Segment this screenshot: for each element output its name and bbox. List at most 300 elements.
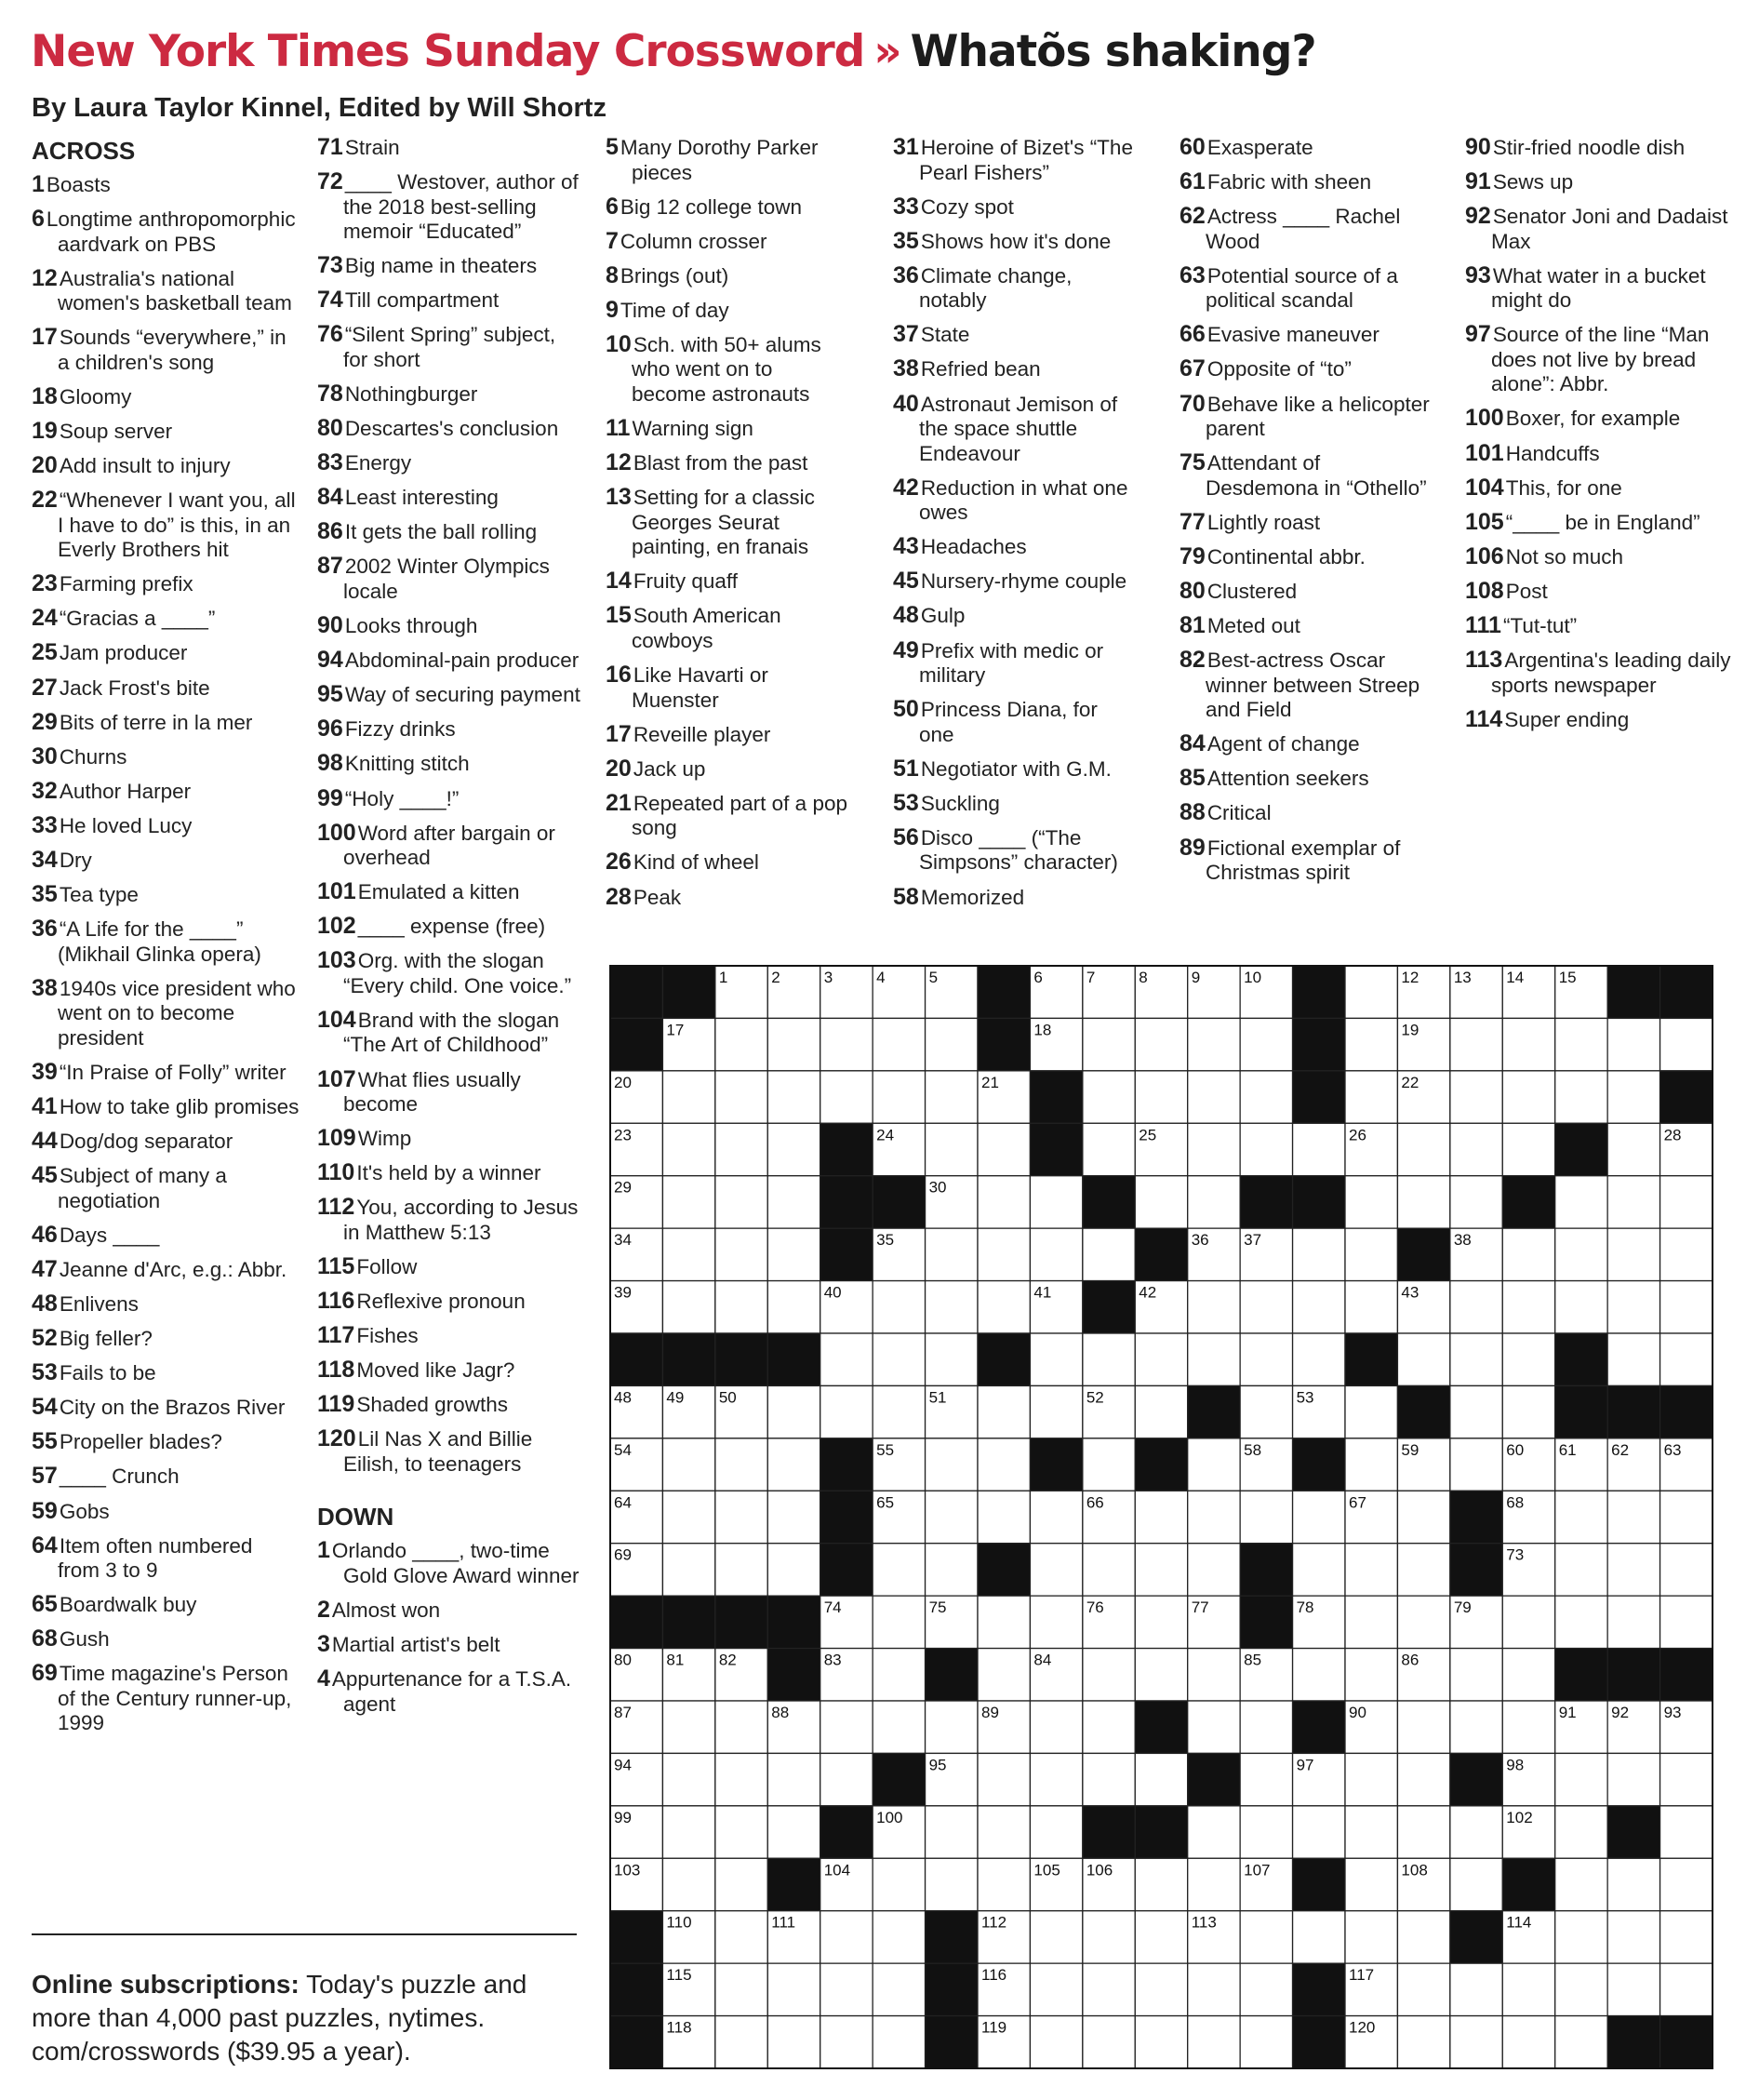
- clue[interactable]: [1180, 263, 1431, 314]
- grid-cell[interactable]: [767, 1963, 820, 2015]
- clue[interactable]: [893, 697, 1137, 747]
- clue[interactable]: [317, 1632, 585, 1658]
- clue[interactable]: [32, 1060, 300, 1086]
- clue[interactable]: [1465, 707, 1735, 733]
- grid-cell[interactable]: [873, 1385, 925, 1438]
- grid-cell[interactable]: [1030, 1806, 1082, 1858]
- clue[interactable]: [893, 135, 1137, 185]
- grid-cell[interactable]: [1607, 1176, 1659, 1228]
- grid-cell[interactable]: [662, 1491, 714, 1543]
- clue[interactable]: [1465, 169, 1735, 195]
- grid-cell[interactable]: [1450, 1071, 1502, 1123]
- clue[interactable]: [1180, 322, 1431, 348]
- grid-cell[interactable]: [1293, 1228, 1345, 1280]
- grid-cell[interactable]: [715, 1123, 767, 1175]
- clue[interactable]: [317, 1195, 585, 1245]
- grid-cell[interactable]: [978, 1281, 1030, 1333]
- clue[interactable]: [32, 1163, 300, 1213]
- grid-cell[interactable]: [662, 1701, 714, 1753]
- grid-cell[interactable]: [1660, 1491, 1713, 1543]
- clue[interactable]: [893, 603, 1137, 629]
- grid-cell[interactable]: [1030, 1333, 1082, 1385]
- grid-cell[interactable]: [715, 1438, 767, 1491]
- grid-cell[interactable]: [1188, 1858, 1240, 1910]
- grid-cell[interactable]: [978, 1649, 1030, 1701]
- grid-cell[interactable]: [1450, 1333, 1502, 1385]
- grid-cell[interactable]: [1607, 1544, 1659, 1596]
- clue[interactable]: [606, 332, 849, 408]
- clue[interactable]: [606, 849, 849, 876]
- grid-cell[interactable]: [1083, 1963, 1135, 2015]
- grid-cell[interactable]: [715, 1806, 767, 1858]
- grid-cell[interactable]: [926, 1858, 978, 1910]
- clue[interactable]: [1465, 648, 1735, 698]
- grid-cell[interactable]: [1450, 1176, 1502, 1228]
- grid-cell[interactable]: [1397, 1333, 1449, 1385]
- grid-cell[interactable]: [1345, 1544, 1397, 1596]
- grid-cell[interactable]: [1450, 1123, 1502, 1175]
- clue[interactable]: [893, 475, 1137, 526]
- grid-cell[interactable]: [978, 1806, 1030, 1858]
- clue[interactable]: [317, 288, 585, 314]
- clue[interactable]: [32, 1592, 300, 1618]
- clue[interactable]: [606, 885, 849, 911]
- grid-cell[interactable]: [767, 2016, 820, 2068]
- clue[interactable]: [1180, 450, 1431, 501]
- grid-cell[interactable]: [1397, 1911, 1449, 1963]
- clue[interactable]: [1465, 441, 1735, 467]
- grid-cell[interactable]: [873, 2016, 925, 2068]
- grid-cell[interactable]: [715, 1858, 767, 1910]
- clue[interactable]: [893, 791, 1137, 817]
- grid-cell[interactable]: [1660, 1596, 1713, 1648]
- grid-cell[interactable]: [820, 1018, 873, 1070]
- grid-cell[interactable]: [1555, 1071, 1607, 1123]
- grid-cell[interactable]: [1135, 1911, 1187, 1963]
- grid-cell[interactable]: [1188, 1123, 1240, 1175]
- grid-cell[interactable]: [1397, 1701, 1449, 1753]
- grid-cell[interactable]: [1660, 1544, 1713, 1596]
- grid-cell[interactable]: [1555, 1228, 1607, 1280]
- grid-cell[interactable]: [820, 1071, 873, 1123]
- grid-cell[interactable]: [1502, 1596, 1554, 1648]
- clue[interactable]: [1465, 263, 1735, 314]
- grid-cell[interactable]: [1555, 1806, 1607, 1858]
- grid-cell[interactable]: [978, 1596, 1030, 1648]
- grid-cell[interactable]: [926, 1806, 978, 1858]
- clue[interactable]: [1180, 836, 1431, 886]
- grid-cell[interactable]: [1083, 2016, 1135, 2068]
- clue[interactable]: [1465, 510, 1735, 536]
- grid-cell[interactable]: [1345, 1649, 1397, 1701]
- clue[interactable]: [893, 356, 1137, 382]
- grid-cell[interactable]: [767, 1228, 820, 1280]
- clue[interactable]: [317, 1160, 585, 1186]
- grid-cell[interactable]: [1345, 966, 1397, 1018]
- grid-cell[interactable]: [1240, 1701, 1292, 1753]
- grid-cell[interactable]: [662, 1176, 714, 1228]
- grid-cell[interactable]: [1345, 1806, 1397, 1858]
- clue[interactable]: [32, 384, 300, 410]
- grid-cell[interactable]: [1030, 1911, 1082, 1963]
- clue[interactable]: [1180, 648, 1431, 723]
- clue[interactable]: [317, 169, 585, 245]
- grid-cell[interactable]: [1345, 1176, 1397, 1228]
- grid-cell[interactable]: [1345, 1071, 1397, 1123]
- grid-cell[interactable]: [820, 2016, 873, 2068]
- grid-cell[interactable]: [715, 1491, 767, 1543]
- clue[interactable]: [1180, 135, 1431, 161]
- grid-cell[interactable]: [1660, 1333, 1713, 1385]
- clue[interactable]: [893, 638, 1137, 689]
- grid-cell[interactable]: [820, 1911, 873, 1963]
- grid-cell[interactable]: [1607, 1963, 1659, 2015]
- grid-cell[interactable]: [1397, 1544, 1449, 1596]
- grid-cell[interactable]: [767, 1806, 820, 1858]
- grid-cell[interactable]: [715, 1018, 767, 1070]
- clue[interactable]: [893, 825, 1137, 876]
- grid-cell[interactable]: [715, 1701, 767, 1753]
- clue[interactable]: [1465, 613, 1735, 639]
- grid-cell[interactable]: [1345, 1911, 1397, 1963]
- grid-cell[interactable]: [1188, 1176, 1240, 1228]
- clue[interactable]: [606, 662, 849, 713]
- grid-cell[interactable]: [1240, 1753, 1292, 1805]
- grid-cell[interactable]: [1607, 1333, 1659, 1385]
- grid-cell[interactable]: [1502, 2016, 1554, 2068]
- clue[interactable]: [317, 135, 585, 161]
- grid-cell[interactable]: [767, 1438, 820, 1491]
- grid-cell[interactable]: [1135, 1018, 1187, 1070]
- grid-cell[interactable]: [1188, 1333, 1240, 1385]
- grid-cell[interactable]: [1083, 1123, 1135, 1175]
- clue[interactable]: [606, 416, 849, 442]
- grid-cell[interactable]: [978, 1228, 1030, 1280]
- grid-cell[interactable]: [1293, 1544, 1345, 1596]
- grid-cell[interactable]: [1188, 1701, 1240, 1753]
- grid-cell[interactable]: [1135, 1858, 1187, 1910]
- clue[interactable]: [32, 1291, 300, 1318]
- clue[interactable]: [893, 756, 1137, 782]
- clue[interactable]: [1180, 579, 1431, 605]
- grid-cell[interactable]: [1502, 1123, 1554, 1175]
- clue[interactable]: [32, 1129, 300, 1155]
- grid-cell[interactable]: [1188, 1281, 1240, 1333]
- grid-cell[interactable]: [1660, 1018, 1713, 1070]
- clue[interactable]: [1465, 406, 1735, 432]
- grid-cell[interactable]: [1397, 1753, 1449, 1805]
- clue[interactable]: [32, 606, 300, 632]
- grid-cell[interactable]: [1345, 1596, 1397, 1648]
- clue[interactable]: [1465, 135, 1735, 161]
- grid-cell[interactable]: [1555, 1176, 1607, 1228]
- grid-cell[interactable]: [1450, 1963, 1502, 2015]
- grid-cell[interactable]: [1555, 1911, 1607, 1963]
- grid-cell[interactable]: [767, 1385, 820, 1438]
- grid-cell[interactable]: [1135, 1753, 1187, 1805]
- grid-cell[interactable]: [926, 1701, 978, 1753]
- grid-cell[interactable]: [1240, 1071, 1292, 1123]
- grid-cell[interactable]: [662, 1753, 714, 1805]
- grid-cell[interactable]: [1293, 1806, 1345, 1858]
- clue[interactable]: [893, 322, 1137, 348]
- grid-cell[interactable]: [1030, 1753, 1082, 1805]
- grid-cell[interactable]: [1660, 1858, 1713, 1910]
- clue[interactable]: [606, 791, 849, 841]
- clue[interactable]: [317, 1426, 585, 1477]
- grid-cell[interactable]: [926, 1281, 978, 1333]
- grid-cell[interactable]: [767, 1071, 820, 1123]
- grid-cell[interactable]: [715, 1071, 767, 1123]
- clue[interactable]: [893, 885, 1137, 911]
- grid-cell[interactable]: [1240, 1385, 1292, 1438]
- clue[interactable]: [893, 534, 1137, 560]
- grid-cell[interactable]: [1135, 1071, 1187, 1123]
- clue[interactable]: [317, 879, 585, 905]
- grid-cell[interactable]: [1502, 1649, 1554, 1701]
- grid-cell[interactable]: [1135, 1333, 1187, 1385]
- grid-cell[interactable]: [820, 1753, 873, 1805]
- clue[interactable]: [1180, 356, 1431, 382]
- clue[interactable]: [606, 450, 849, 476]
- grid-cell[interactable]: [1240, 1806, 1292, 1858]
- clue[interactable]: [606, 568, 849, 595]
- grid-cell[interactable]: [1083, 1911, 1135, 1963]
- clue[interactable]: [606, 722, 849, 748]
- clue[interactable]: [317, 1008, 585, 1058]
- grid-cell[interactable]: [1660, 1963, 1713, 2015]
- grid-cell[interactable]: [1555, 1753, 1607, 1805]
- grid-cell[interactable]: [1660, 1281, 1713, 1333]
- grid-cell[interactable]: [715, 1963, 767, 2015]
- grid-cell[interactable]: [1030, 2016, 1082, 2068]
- grid-cell[interactable]: [715, 1544, 767, 1596]
- clue[interactable]: [32, 813, 300, 839]
- grid-cell[interactable]: [1607, 1018, 1659, 1070]
- clue[interactable]: [317, 1126, 585, 1152]
- clue[interactable]: [32, 1464, 300, 1490]
- grid-cell[interactable]: [873, 1911, 925, 1963]
- clue[interactable]: [606, 485, 849, 560]
- grid-cell[interactable]: [1555, 1963, 1607, 2015]
- grid-cell[interactable]: [820, 1963, 873, 2015]
- grid-cell[interactable]: [1555, 1596, 1607, 1648]
- clue[interactable]: [317, 682, 585, 708]
- clue[interactable]: [32, 1429, 300, 1455]
- clue[interactable]: [1180, 510, 1431, 536]
- grid-cell[interactable]: [1293, 1281, 1345, 1333]
- grid-cell[interactable]: [1345, 1753, 1397, 1805]
- grid-cell[interactable]: [1660, 1911, 1713, 1963]
- grid-cell[interactable]: [1345, 1281, 1397, 1333]
- clue[interactable]: [32, 1094, 300, 1120]
- grid-cell[interactable]: [1397, 1963, 1449, 2015]
- clue[interactable]: [317, 1598, 585, 1624]
- grid-cell[interactable]: [1397, 2016, 1449, 2068]
- grid-cell[interactable]: [1397, 1123, 1449, 1175]
- grid-cell[interactable]: [926, 1071, 978, 1123]
- grid-cell[interactable]: [1135, 1176, 1187, 1228]
- grid-cell[interactable]: [1135, 1649, 1187, 1701]
- grid-cell[interactable]: [1083, 1701, 1135, 1753]
- clue[interactable]: [893, 392, 1137, 467]
- clue[interactable]: [1180, 204, 1431, 254]
- grid-cell[interactable]: [1502, 1701, 1554, 1753]
- grid-cell[interactable]: [1083, 1018, 1135, 1070]
- grid-cell[interactable]: [978, 1753, 1030, 1805]
- grid-cell[interactable]: [1240, 1123, 1292, 1175]
- clue[interactable]: [1180, 392, 1431, 442]
- grid-cell[interactable]: [1135, 1596, 1187, 1648]
- grid-cell[interactable]: [1293, 1123, 1345, 1175]
- grid-cell[interactable]: [1345, 1438, 1397, 1491]
- grid-cell[interactable]: [1240, 1333, 1292, 1385]
- grid-cell[interactable]: [1293, 1911, 1345, 1963]
- clue[interactable]: [1465, 579, 1735, 605]
- clue[interactable]: [317, 1067, 585, 1117]
- clue[interactable]: [317, 751, 585, 777]
- grid-cell[interactable]: [1607, 1911, 1659, 1963]
- grid-cell[interactable]: [1135, 1491, 1187, 1543]
- grid-cell[interactable]: [1293, 1491, 1345, 1543]
- clue[interactable]: [317, 1358, 585, 1384]
- clue[interactable]: [606, 135, 849, 185]
- clue[interactable]: [606, 229, 849, 255]
- grid-cell[interactable]: [662, 1544, 714, 1596]
- clue[interactable]: [1465, 544, 1735, 570]
- grid-cell[interactable]: [1135, 2016, 1187, 2068]
- grid-cell[interactable]: [662, 1858, 714, 1910]
- grid-cell[interactable]: [1030, 1544, 1082, 1596]
- grid-cell[interactable]: [1083, 1071, 1135, 1123]
- grid-cell[interactable]: [873, 1018, 925, 1070]
- grid-cell[interactable]: [1607, 1596, 1659, 1648]
- clue[interactable]: [317, 786, 585, 812]
- grid-cell[interactable]: [978, 1858, 1030, 1910]
- grid-cell[interactable]: [1607, 1228, 1659, 1280]
- grid-cell[interactable]: [1293, 1649, 1345, 1701]
- grid-cell[interactable]: [1240, 2016, 1292, 2068]
- clue[interactable]: [317, 1666, 585, 1717]
- grid-cell[interactable]: [1397, 1491, 1449, 1543]
- clue[interactable]: [317, 381, 585, 408]
- clue[interactable]: [317, 914, 585, 940]
- grid-cell[interactable]: [1188, 2016, 1240, 2068]
- grid-cell[interactable]: [1240, 1491, 1292, 1543]
- grid-cell[interactable]: [1240, 1281, 1292, 1333]
- clue[interactable]: [606, 194, 849, 221]
- grid-cell[interactable]: [1607, 1123, 1659, 1175]
- grid-cell[interactable]: [1188, 1806, 1240, 1858]
- grid-cell[interactable]: [873, 1858, 925, 1910]
- grid-cell[interactable]: [1397, 1176, 1449, 1228]
- grid-cell[interactable]: [1450, 1018, 1502, 1070]
- grid-cell[interactable]: [767, 1018, 820, 1070]
- clue[interactable]: [317, 716, 585, 742]
- grid-cell[interactable]: [1660, 1228, 1713, 1280]
- clue[interactable]: [32, 571, 300, 597]
- grid-cell[interactable]: [1083, 1228, 1135, 1280]
- grid-cell[interactable]: [873, 1281, 925, 1333]
- clue[interactable]: [32, 172, 300, 198]
- grid-cell[interactable]: [1502, 1071, 1554, 1123]
- grid-cell[interactable]: [1450, 2016, 1502, 2068]
- clue[interactable]: [32, 882, 300, 908]
- grid-cell[interactable]: [1030, 1176, 1082, 1228]
- grid-cell[interactable]: [978, 1123, 1030, 1175]
- grid-cell[interactable]: [1450, 1385, 1502, 1438]
- grid-cell[interactable]: [926, 1544, 978, 1596]
- grid-cell[interactable]: [1345, 1385, 1397, 1438]
- grid-cell[interactable]: [1607, 1071, 1659, 1123]
- grid-cell[interactable]: [715, 1911, 767, 1963]
- grid-cell[interactable]: [1555, 1858, 1607, 1910]
- clue[interactable]: [32, 1533, 300, 1584]
- grid-cell[interactable]: [873, 1544, 925, 1596]
- clue[interactable]: [893, 568, 1137, 595]
- clue[interactable]: [317, 253, 585, 279]
- grid-cell[interactable]: [1030, 1385, 1082, 1438]
- grid-cell[interactable]: [926, 1123, 978, 1175]
- grid-cell[interactable]: [1607, 1491, 1659, 1543]
- grid-cell[interactable]: [978, 1176, 1030, 1228]
- clue[interactable]: [32, 1661, 300, 1736]
- clue[interactable]: [317, 1392, 585, 1418]
- grid-cell[interactable]: [767, 1753, 820, 1805]
- grid-cell[interactable]: [662, 1806, 714, 1858]
- grid-cell[interactable]: [715, 1753, 767, 1805]
- clue[interactable]: [32, 1499, 300, 1525]
- grid-cell[interactable]: [1450, 1701, 1502, 1753]
- grid-cell[interactable]: [1188, 1491, 1240, 1543]
- grid-cell[interactable]: [1083, 1753, 1135, 1805]
- grid-cell[interactable]: [978, 1491, 1030, 1543]
- grid-cell[interactable]: [1607, 1753, 1659, 1805]
- clue[interactable]: [32, 1223, 300, 1249]
- grid-cell[interactable]: [1502, 1963, 1554, 2015]
- clue[interactable]: [32, 1395, 300, 1421]
- grid-cell[interactable]: [1240, 1911, 1292, 1963]
- clue[interactable]: [32, 1360, 300, 1386]
- grid-cell[interactable]: [1345, 1018, 1397, 1070]
- grid-cell[interactable]: [1188, 1018, 1240, 1070]
- clue[interactable]: [32, 640, 300, 666]
- clue[interactable]: [32, 675, 300, 702]
- grid-cell[interactable]: [1083, 1333, 1135, 1385]
- clue[interactable]: [32, 1326, 300, 1352]
- grid-cell[interactable]: [1502, 1228, 1554, 1280]
- crossword-grid[interactable]: [609, 965, 1713, 2069]
- grid-cell[interactable]: [1397, 1596, 1449, 1648]
- grid-cell[interactable]: [1240, 1018, 1292, 1070]
- grid-cell[interactable]: [1188, 1544, 1240, 1596]
- grid-cell[interactable]: [1135, 1385, 1187, 1438]
- clue[interactable]: [893, 263, 1137, 314]
- clue[interactable]: [32, 488, 300, 563]
- grid-cell[interactable]: [1607, 1858, 1659, 1910]
- grid-cell[interactable]: [767, 1176, 820, 1228]
- clue[interactable]: [317, 519, 585, 545]
- clue[interactable]: [32, 266, 300, 316]
- grid-cell[interactable]: [1135, 1544, 1187, 1596]
- grid-cell[interactable]: [978, 1385, 1030, 1438]
- clue[interactable]: [32, 744, 300, 770]
- clue[interactable]: [32, 710, 300, 736]
- grid-cell[interactable]: [1188, 1438, 1240, 1491]
- grid-cell[interactable]: [978, 1438, 1030, 1491]
- grid-cell[interactable]: [1450, 1438, 1502, 1491]
- clue[interactable]: [317, 485, 585, 511]
